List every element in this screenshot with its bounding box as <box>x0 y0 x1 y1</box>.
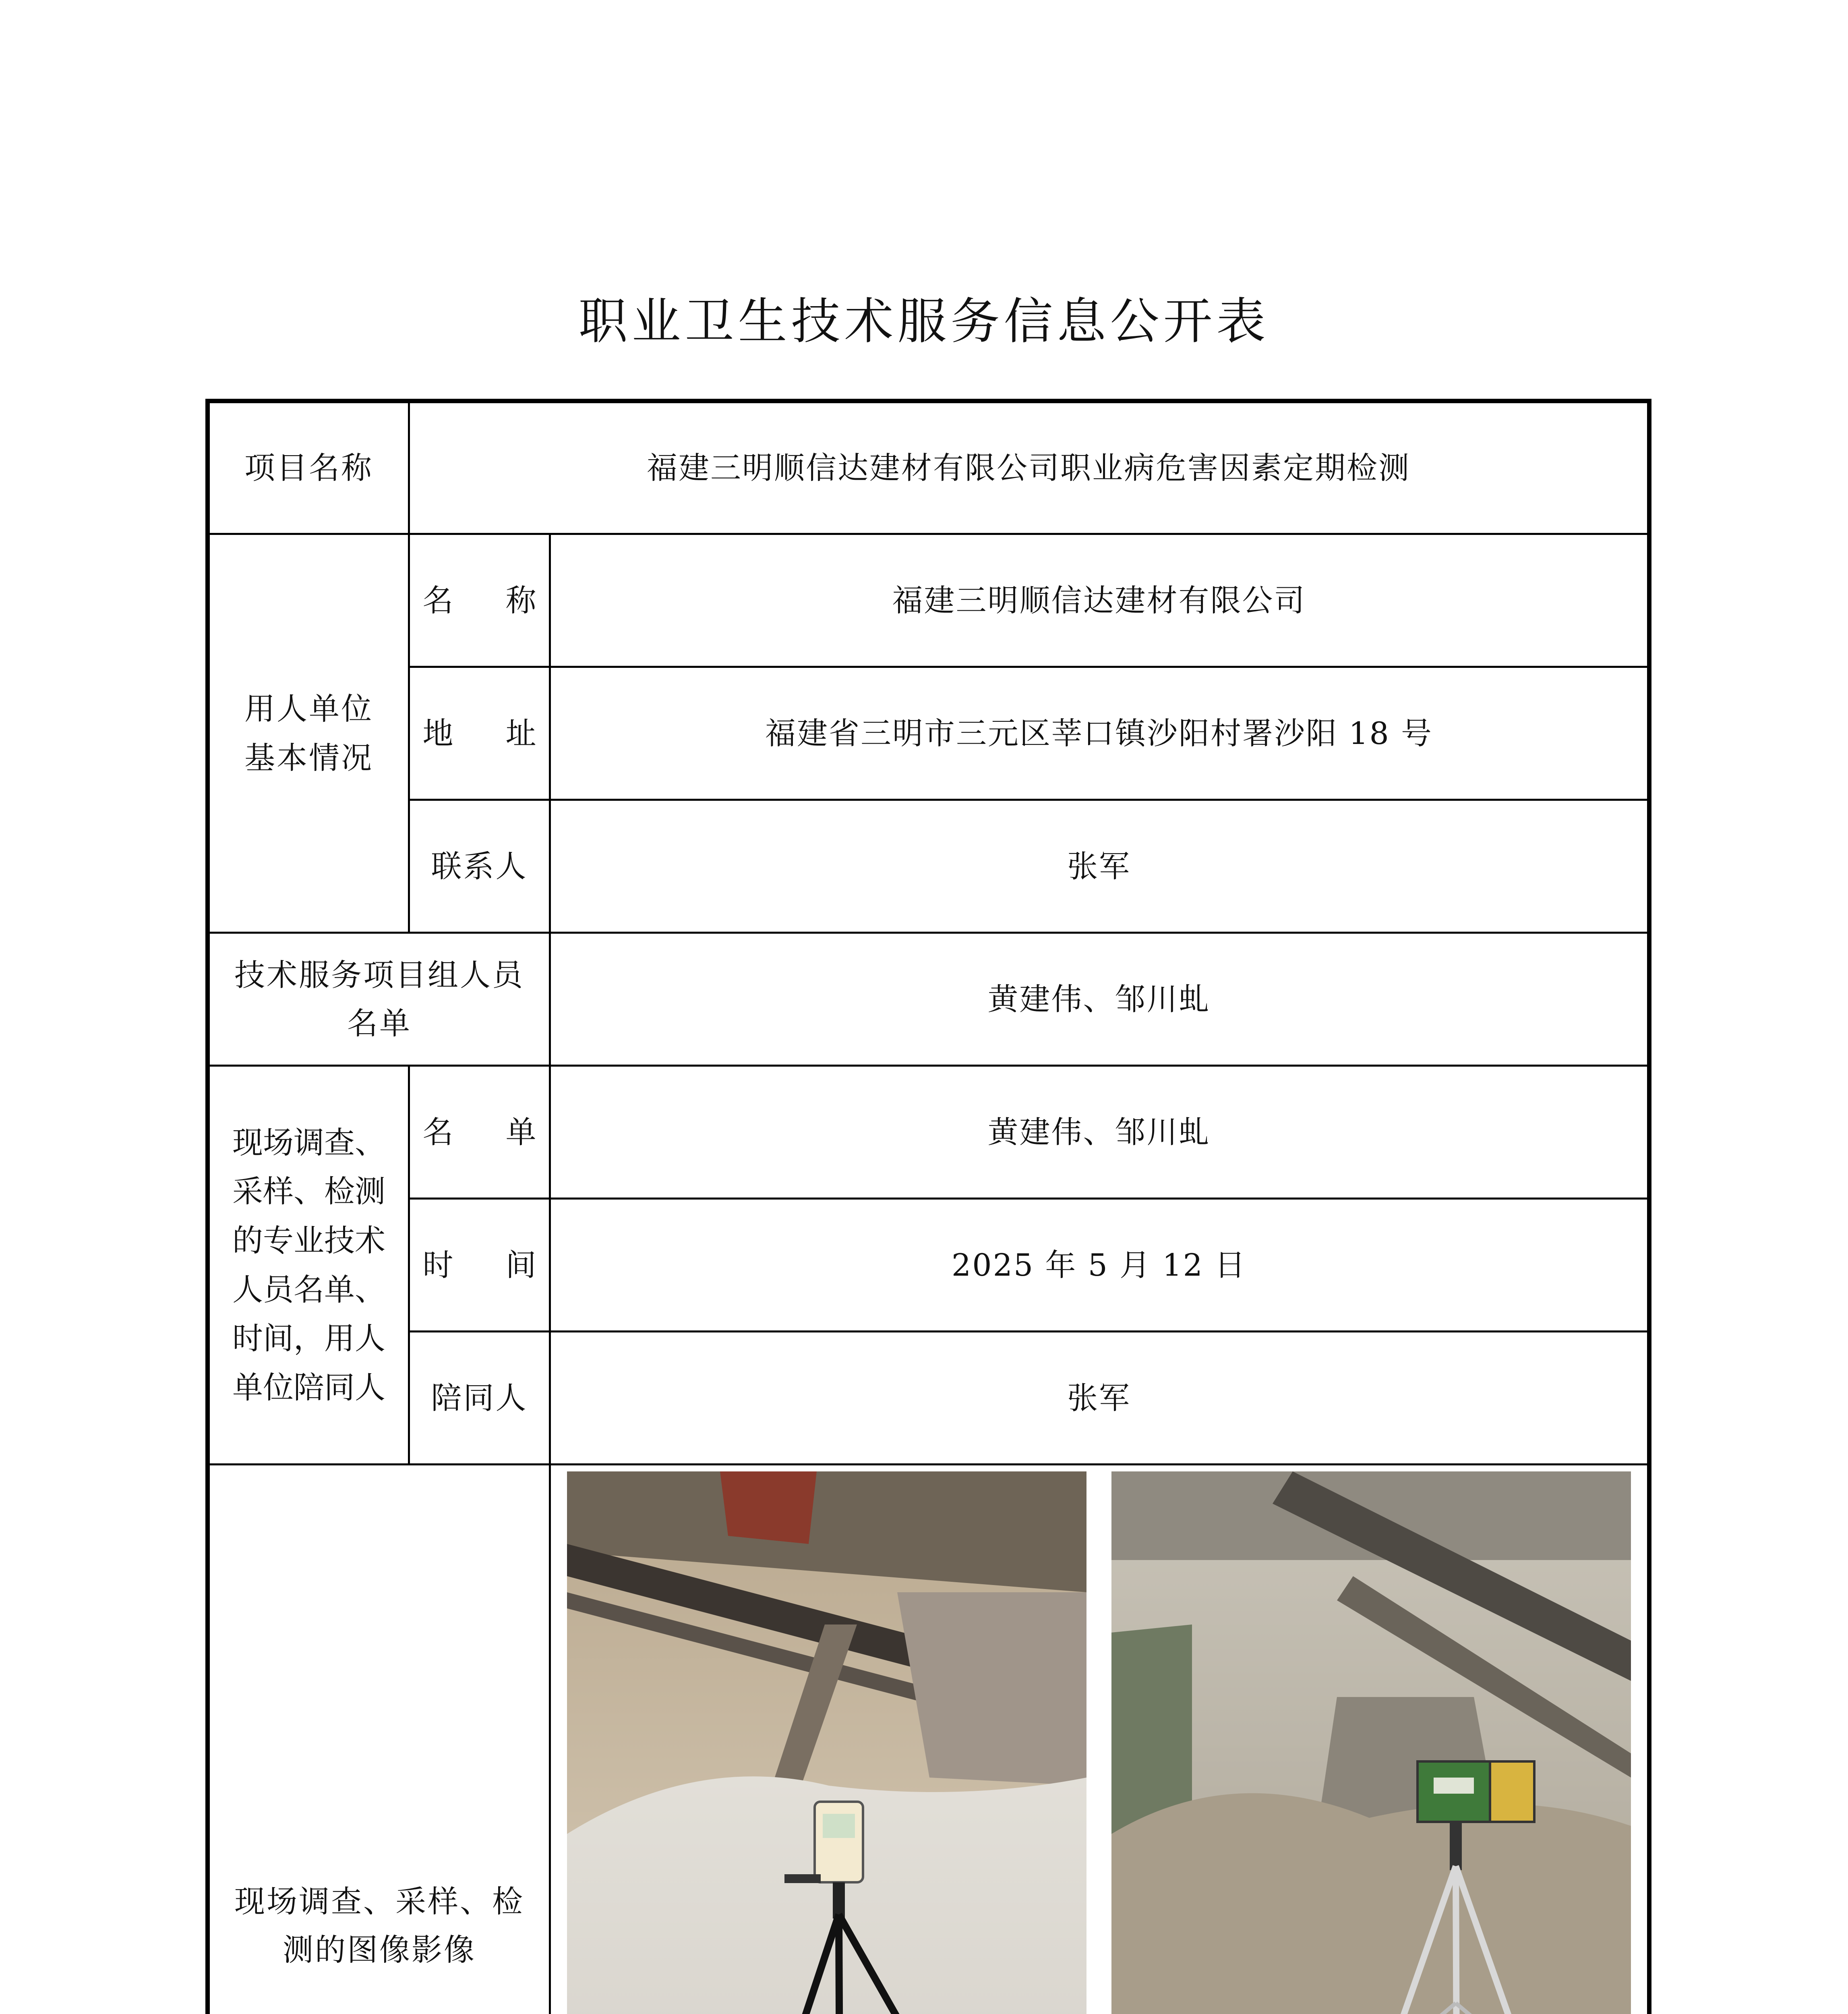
employer-name-label-b: 称 <box>505 582 536 618</box>
employer-address-label-a: 地 <box>422 715 453 751</box>
onsite-escort-value: 张军 <box>550 1332 1649 1465</box>
onsite-list-label-b: 单 <box>505 1114 536 1150</box>
onsite-label-line: 单位陪同人 <box>232 1369 385 1405</box>
employer-name-label-a: 名 <box>422 582 453 618</box>
employer-name-label <box>409 534 550 667</box>
team-label <box>208 933 550 1066</box>
onsite-time-label-a: 时 <box>422 1247 453 1283</box>
onsite-label-line: 现场调查、 <box>232 1124 385 1160</box>
info-table <box>205 399 1651 2014</box>
table-row <box>208 1199 1649 1332</box>
table-row <box>208 401 1649 534</box>
images-label <box>208 1465 550 2014</box>
onsite-label-line: 时间，用人 <box>232 1320 385 1357</box>
team-value: 黄建伟、邹川虬 <box>550 933 1649 1066</box>
onsite-label-line: 人员名单、 <box>232 1271 385 1307</box>
employer-contact-value: 张军 <box>550 800 1649 933</box>
page-title: 职业卫生技术服务信息公开表 <box>578 293 1270 350</box>
table-row <box>208 800 1649 933</box>
team-label-line2: 名单 <box>347 1005 412 1041</box>
table-row <box>208 1332 1649 1465</box>
employer-address-label <box>409 667 550 800</box>
project-name-value: 福建三明顺信达建材有限公司职业病危害因素定期检测 <box>409 401 1649 534</box>
site-photo-noise-meter-image <box>567 1471 1086 2014</box>
site-photo-noise-meter <box>567 1471 1086 2014</box>
onsite-list-label <box>409 1066 550 1199</box>
onsite-list-value: 黄建伟、邹川虬 <box>550 1066 1649 1199</box>
employer-address-label-b: 址 <box>505 715 536 751</box>
employer-label <box>208 534 409 933</box>
onsite-label-line: 采样、检测 <box>232 1173 385 1210</box>
onsite-escort-label: 陪同人 <box>409 1332 550 1465</box>
employer-contact-label: 联系人 <box>409 800 550 933</box>
employer-address-value: 福建省三明市三元区莘口镇沙阳村署沙阳 18 号 <box>550 667 1649 800</box>
onsite-time-value: 2025 年 5 月 12 日 <box>550 1199 1649 1332</box>
onsite-label-line: 的专业技术 <box>232 1222 385 1258</box>
images-cell <box>550 1465 1649 2014</box>
employer-label-line2: 基本情况 <box>244 740 373 776</box>
employer-label-line1: 用人单位 <box>244 690 373 727</box>
table-row <box>208 534 1649 667</box>
table-row <box>208 933 1649 1066</box>
site-photo-dust-sampler <box>1111 1471 1631 2014</box>
onsite-label <box>208 1066 409 1465</box>
table-row <box>208 1066 1649 1199</box>
images-label-line1: 现场调查、采样、检 <box>234 1883 524 1919</box>
onsite-time-label-b: 间 <box>505 1247 536 1283</box>
site-photo-dust-sampler-image <box>1111 1471 1631 2014</box>
table-row <box>208 1465 1649 2014</box>
onsite-list-label-a: 名 <box>422 1114 453 1150</box>
project-name-label: 项目名称 <box>208 401 409 534</box>
employer-name-value: 福建三明顺信达建材有限公司 <box>550 534 1649 667</box>
images-label-line2: 测的图像影像 <box>283 1931 476 1968</box>
team-label-line1: 技术服务项目组人员 <box>234 957 524 993</box>
table-row <box>208 667 1649 800</box>
onsite-time-label <box>409 1199 550 1332</box>
